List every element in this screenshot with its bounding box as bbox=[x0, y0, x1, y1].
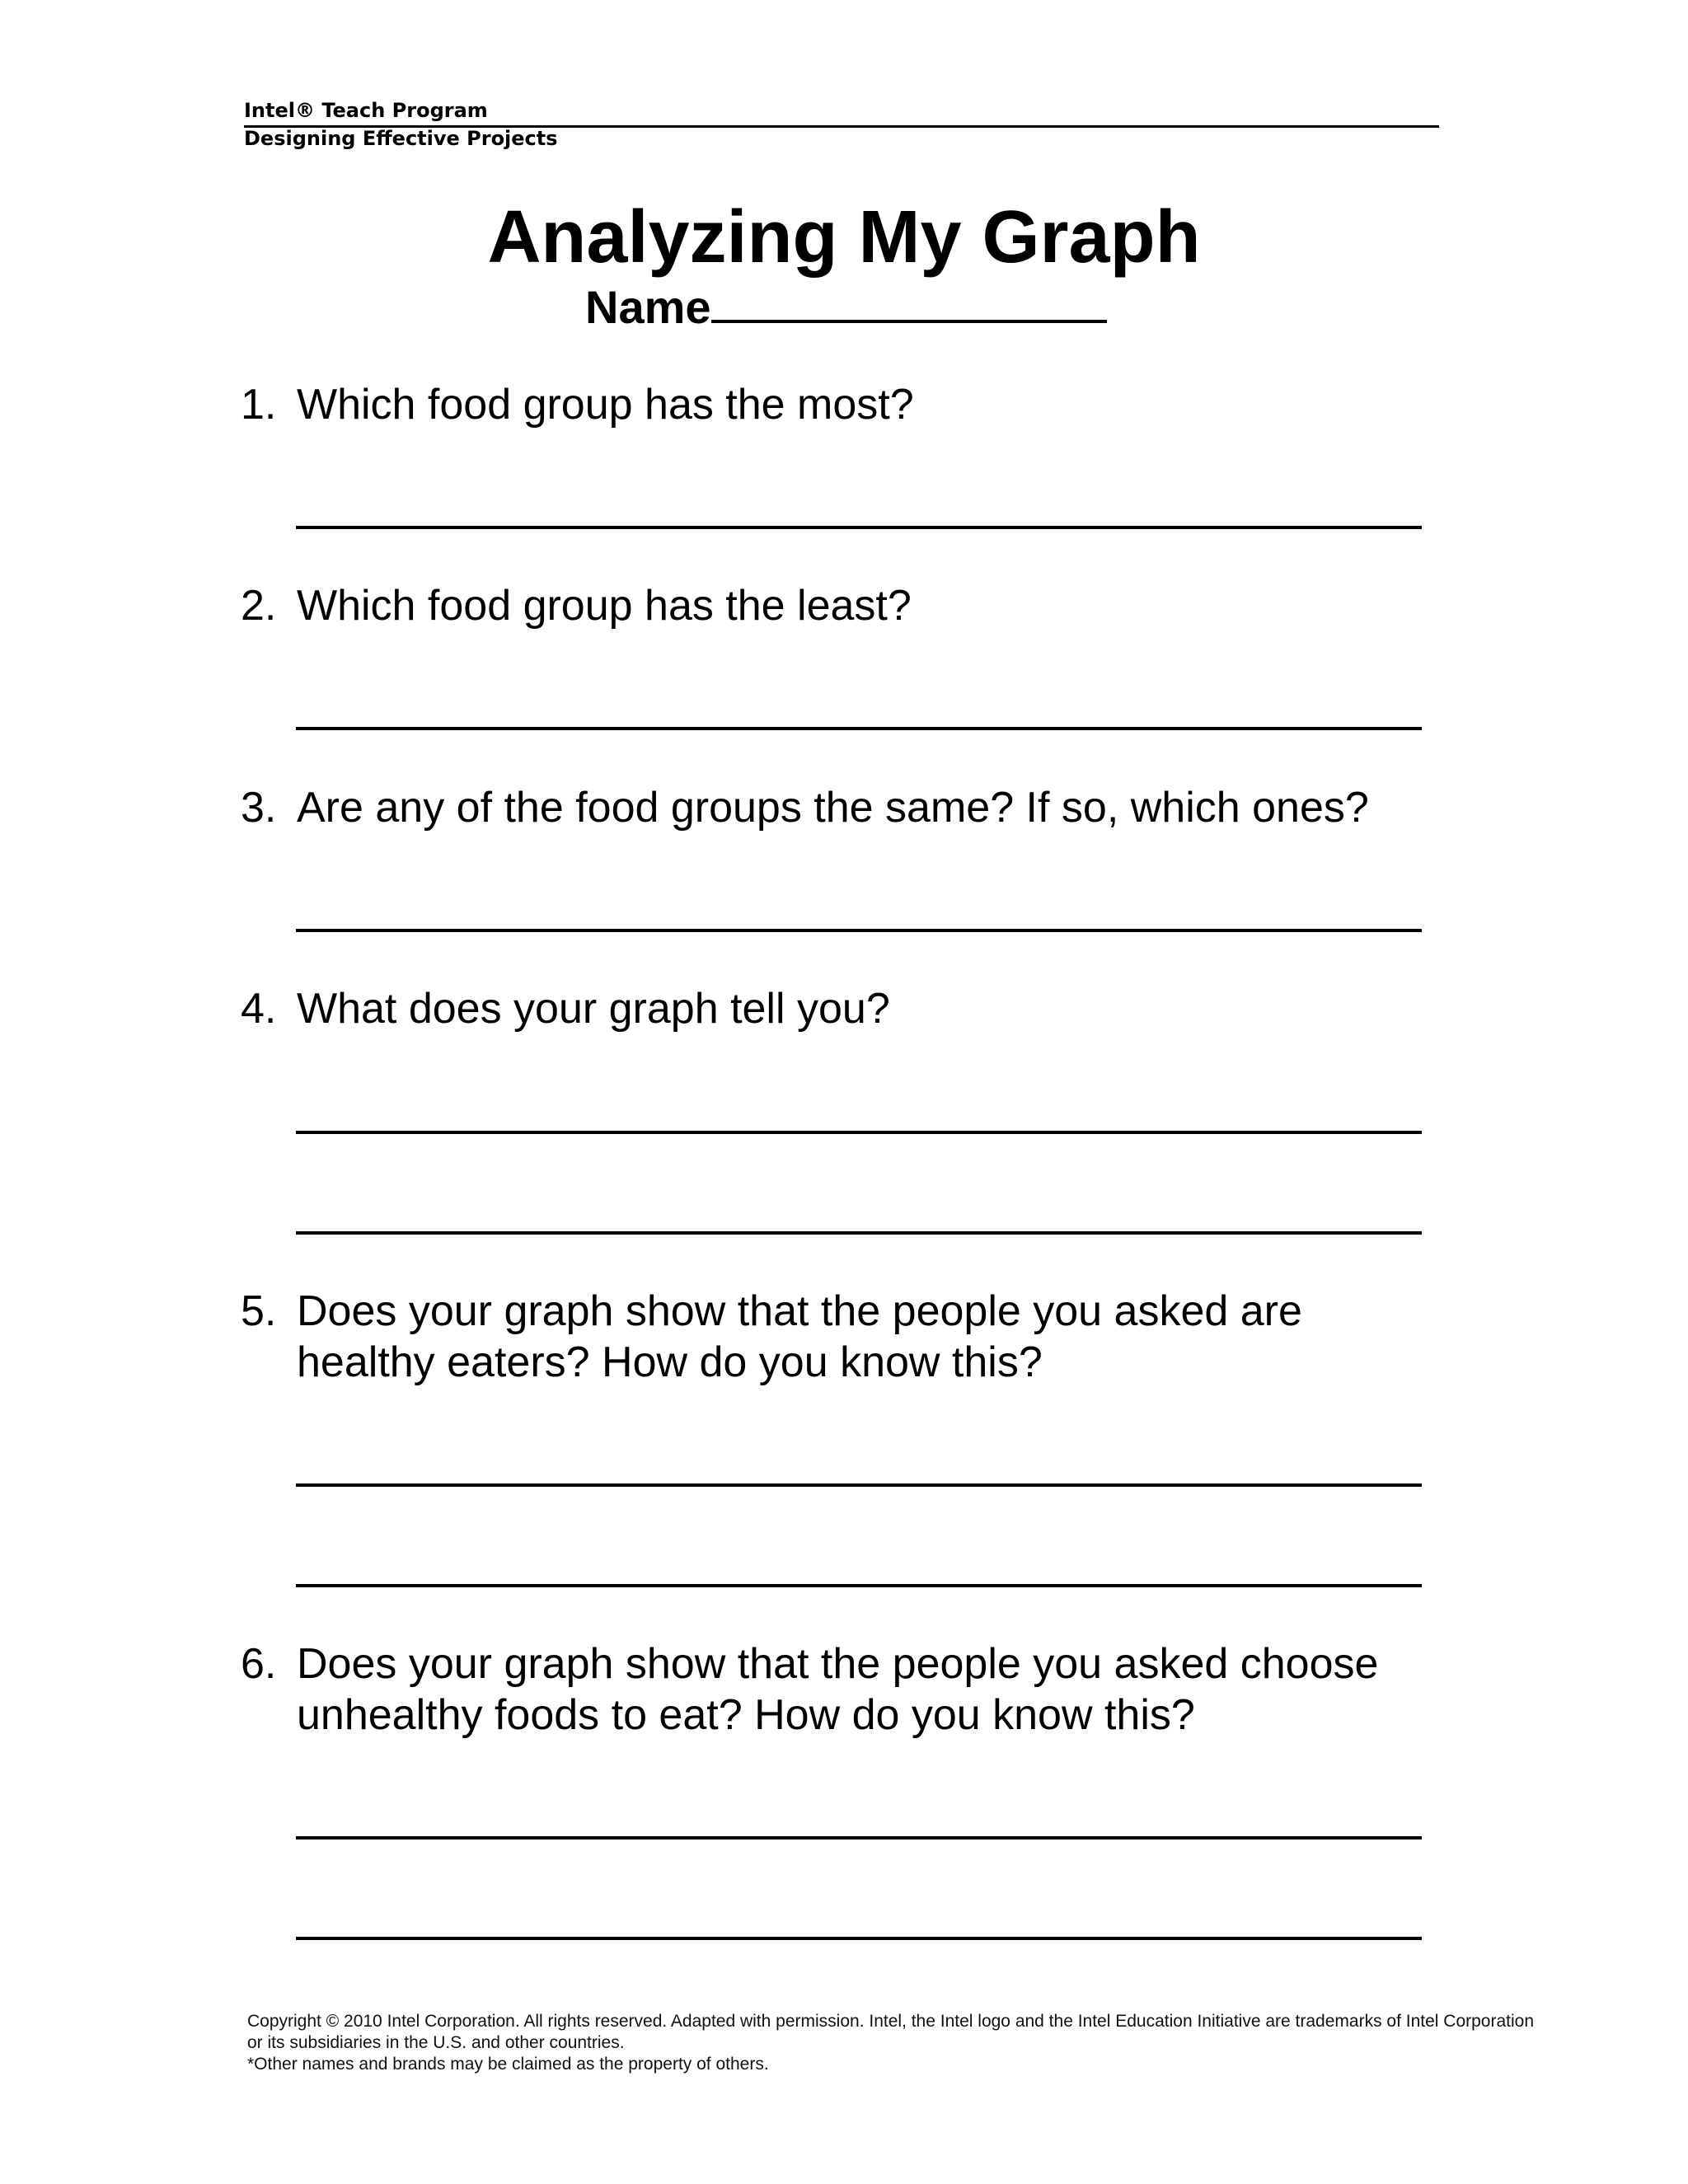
question-text: Does your graph show that the people you asked are bbox=[297, 1287, 1302, 1335]
name-field bbox=[585, 279, 1107, 335]
question-4 bbox=[241, 983, 890, 1034]
document-header bbox=[244, 97, 1439, 150]
question-text: Which food group has the most? bbox=[297, 381, 914, 429]
question-text-continued: healthy eaters? How do you know this? bbox=[297, 1338, 1043, 1386]
question-1 bbox=[241, 379, 914, 430]
copyright-footer bbox=[247, 2011, 1535, 2075]
name-blank-line[interactable] bbox=[711, 279, 1107, 323]
program-name: Intel® Teach Program bbox=[244, 99, 488, 122]
footer-line-3: *Other names and brands may be claimed as the property of others. bbox=[247, 2055, 769, 2074]
footer-line-2: or its subsidiaries in the U.S. and other countries. bbox=[247, 2033, 625, 2052]
answer-line-4a[interactable] bbox=[296, 1131, 1422, 1134]
answer-line-6b[interactable] bbox=[296, 1937, 1422, 1940]
question-number: 5. bbox=[241, 1287, 277, 1335]
question-text: Are any of the food groups the same? If so, which ones? bbox=[297, 784, 1369, 832]
question-3 bbox=[241, 782, 1369, 833]
answer-line-4b[interactable] bbox=[296, 1231, 1422, 1235]
question-number: 1. bbox=[241, 381, 277, 429]
question-6 bbox=[241, 1638, 1378, 1741]
name-label: Name bbox=[585, 281, 711, 333]
question-2 bbox=[241, 580, 912, 631]
footer-line-1: Copyright © 2010 Intel Corporation. All rights reserved. Adapted with permission. Intel, the Intel logo and the Intel Education Initiative are trademarks of Intel Corporation bbox=[247, 2012, 1535, 2031]
answer-line-5a[interactable] bbox=[296, 1483, 1422, 1487]
question-5 bbox=[241, 1286, 1302, 1388]
answer-line-1[interactable] bbox=[296, 526, 1422, 529]
question-number: 3. bbox=[241, 784, 277, 832]
question-text-continued: unhealthy foods to eat? How do you know this? bbox=[297, 1691, 1195, 1739]
answer-line-5b[interactable] bbox=[296, 1584, 1422, 1587]
course-name: Designing Effective Projects bbox=[244, 127, 558, 150]
question-number: 6. bbox=[241, 1640, 277, 1688]
question-number: 2. bbox=[241, 582, 277, 630]
page-title: Analyzing My Graph bbox=[487, 196, 1201, 279]
question-number: 4. bbox=[241, 985, 277, 1033]
answer-line-2[interactable] bbox=[296, 727, 1422, 730]
question-text: What does your graph tell you? bbox=[297, 985, 890, 1033]
question-text: Which food group has the least? bbox=[297, 582, 912, 630]
question-text: Does your graph show that the people you asked choose bbox=[297, 1640, 1379, 1688]
answer-line-6a[interactable] bbox=[296, 1836, 1422, 1840]
answer-line-3[interactable] bbox=[296, 929, 1422, 932]
